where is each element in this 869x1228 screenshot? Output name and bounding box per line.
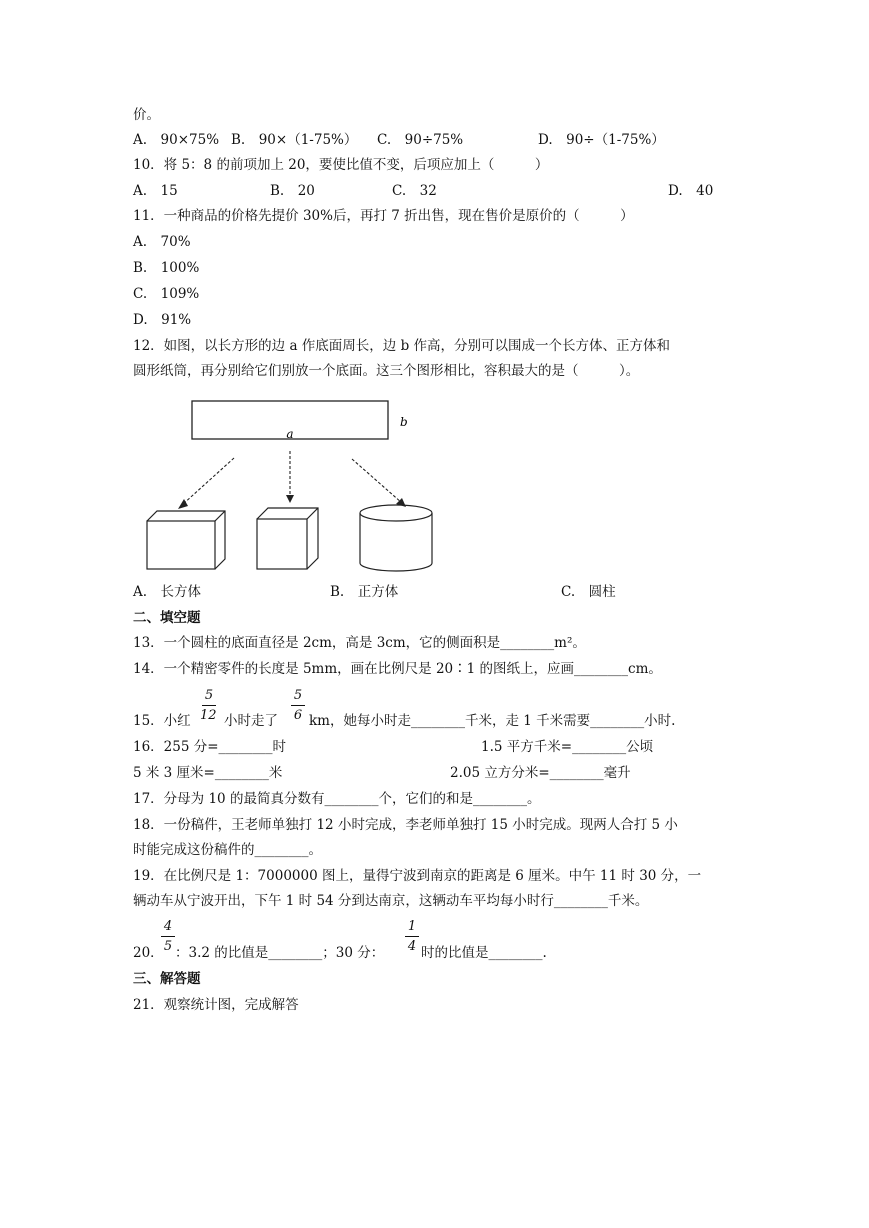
q12-option-b: B. 正方体 (330, 584, 399, 600)
q15-frac2-denominator: 6 (293, 708, 303, 723)
q16b-right: 2.05 立方分米=________毫升 (450, 765, 631, 781)
q15-frac2-bar (291, 705, 305, 706)
q18-line2: 时能完成这份稿件的________。 (133, 842, 322, 858)
q16b-left: 5 米 3 厘米=________米 (133, 765, 283, 781)
q12-option-c: C. 圆柱 (561, 584, 616, 600)
q20-frac1-bar (161, 936, 175, 937)
q9-option-a: A. 90×75% (133, 132, 220, 148)
section-fill-blank-heading: 二、填空题 (133, 610, 201, 626)
q20-frac2-bar (405, 936, 419, 937)
q9-option-c: C. 90÷75% (377, 132, 464, 148)
arrow-right (352, 459, 402, 503)
q20-frac2-denominator: 4 (407, 939, 417, 954)
q11-text: 11．一种商品的价格先提价 30%后，再打 7 折出售，现在售价是原价的（ ） (133, 208, 634, 224)
q9-tail: 价。 (133, 107, 160, 123)
q15-frac2-numerator: 5 (293, 688, 303, 703)
q9-option-d: D. 90÷（1-75%） (538, 132, 665, 148)
q13-text: 13．一个圆柱的底面直径是 2cm，高是 3cm，它的侧面积是________m²。 (133, 635, 586, 651)
q15-prefix: 15．小红 (133, 713, 191, 729)
q20-frac1-numerator: 4 (163, 919, 173, 934)
q19-line2: 辆动车从宁波开出，下午 1 时 54 分到达南京，这辆动车平均每小时行________千米。 (133, 893, 649, 909)
q15-frac1-numerator: 5 (204, 688, 214, 703)
q10-option-c: C. 32 (392, 183, 437, 199)
q12-line1: 12．如图，以长方形的边 a 作底面周长，边 b 作高，分别可以围成一个长方体、正方体和 (133, 338, 671, 354)
q10-option-d: D. 40 (668, 183, 714, 199)
q20-prefix: 20． (133, 945, 164, 961)
q14-text: 14．一个精密零件的长度是 5mm，画在比例尺是 20∶1 的图纸上，应画________cm。 (133, 661, 662, 677)
cuboid-shape (147, 511, 225, 569)
q11-option-c: C. 109% (133, 286, 200, 302)
q12-figure (140, 395, 440, 575)
q18-line1: 18．一份稿件，王老师单独打 12 小时完成，李老师单独打 15 小时完成。现两人合打 5 小 (133, 817, 678, 833)
q12-line2: 圆形纸筒，再分别给它们别放一个底面。这三个图形相比，容积最大的是（ ）。 (133, 363, 640, 379)
q15-mid: 小时走了 (224, 713, 278, 729)
q10-option-b: B. 20 (270, 183, 315, 199)
arrow-left (182, 458, 234, 505)
q10-text: 10．将 5：8 的前项加上 20，要使比值不变，后项应加上（ ） (133, 157, 549, 173)
cube-shape (257, 508, 318, 569)
q9-option-b: B. 90×（1-75%） (231, 132, 358, 148)
cylinder-shape (360, 505, 432, 571)
q20-mid: ：3.2 的比值是________；30 分： (175, 945, 385, 961)
figure-label-b: b (400, 415, 408, 429)
q11-option-a: A. 70% (133, 234, 191, 250)
q21-text: 21．观察统计图，完成解答 (133, 997, 299, 1013)
q20-frac1-denominator: 5 (163, 939, 173, 954)
q19-line1: 19．在比例尺是 1：7000000 图上，量得宁波到南京的距离是 6 厘米。中午 11 时 30 分，一 (133, 868, 702, 884)
q20-frac2-numerator: 1 (407, 919, 417, 934)
q16-right: 1.5 平方千米=________公顷 (481, 739, 654, 755)
q11-option-b: B. 100% (133, 260, 200, 276)
q15-frac1-denominator: 12 (200, 708, 217, 723)
q15-frac1-bar (202, 705, 216, 706)
section-answer-heading: 三、解答题 (133, 971, 201, 987)
figure-label-a: a (286, 427, 294, 441)
q11-option-d: D. 91% (133, 312, 192, 328)
q17-text: 17．分母为 10 的最简真分数有________个，它们的和是________。 (133, 791, 541, 807)
q20-suffix: 时的比值是________. (421, 945, 547, 961)
q15-suffix: km，她每小时走________千米，走 1 千米需要________小时. (309, 713, 676, 729)
q10-option-a: A. 15 (133, 183, 178, 199)
q12-option-a: A. 长方体 (133, 584, 202, 600)
q16-left: 16．255 分=________时 (133, 739, 287, 755)
